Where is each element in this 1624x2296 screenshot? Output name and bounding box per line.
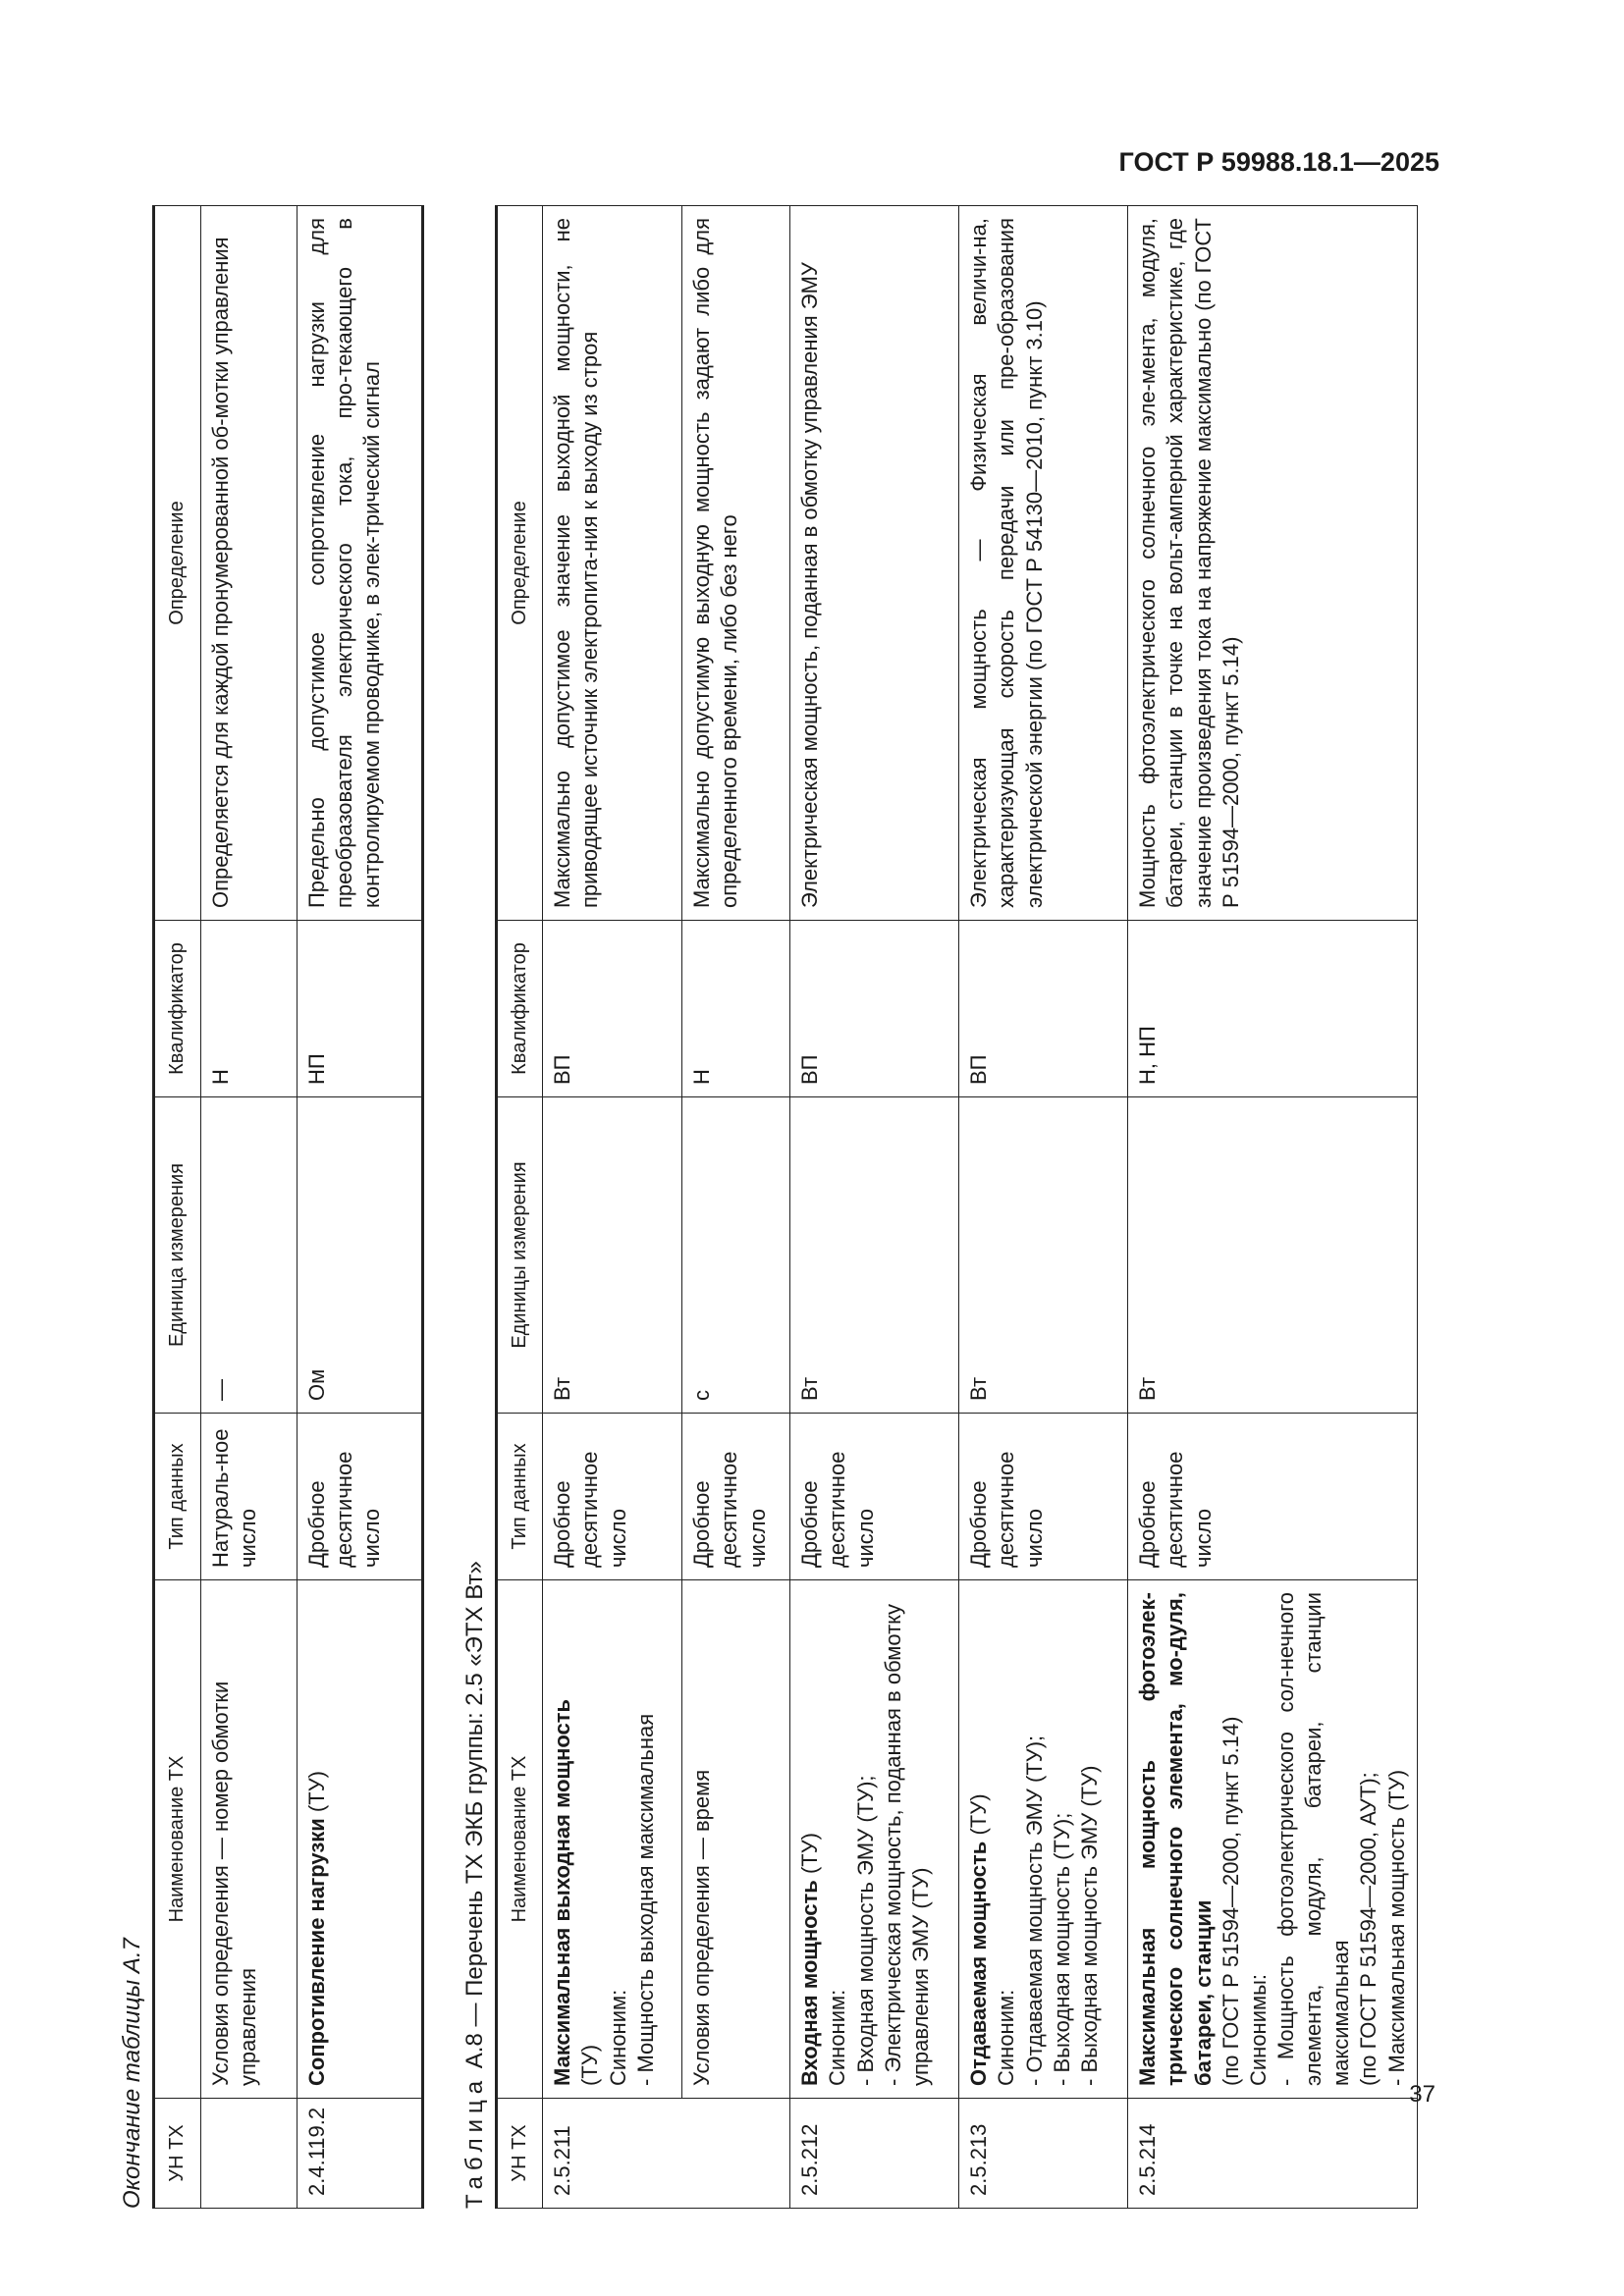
cell-qualifier: ВП <box>543 921 682 1097</box>
cell-type: Дробное десятичное число <box>1128 1414 1418 1580</box>
cell-definition: Электрическая мощность, поданная в обмотку управления ЭМУ <box>790 206 959 921</box>
cell-type: Дробное десятичное число <box>682 1414 790 1580</box>
caption-prefix: Таблица <box>460 2074 488 2209</box>
table-row <box>682 206 790 2209</box>
table-header-row <box>154 206 201 2209</box>
name-bold: Сопротивление нагрузки <box>303 1818 329 2086</box>
name-line: - Максимальная мощность (ТУ) <box>1383 1769 1409 2086</box>
name-line: - Входная мощность ЭМУ (ТУ); <box>852 1775 878 2086</box>
col-header: Наименование ТХ <box>154 1580 201 2099</box>
caption-rest: А.8 — Перечень ТХ ЭКБ группы: 2.5 «ЭТХ Вт» <box>460 1561 488 2075</box>
cell-unit: Ом <box>297 1097 422 1414</box>
table-header-row <box>496 206 543 2209</box>
cell-name <box>1128 1580 1418 2099</box>
table-a7 <box>152 205 424 2209</box>
cell-definition: Максимально допустимую выходную мощность задают либо для определенного времени, либо без него <box>682 206 790 921</box>
name-line: (по ГОСТ Р 51594—2000, АУТ); <box>1356 1772 1381 2086</box>
name-line: Синоним: <box>994 1989 1019 2086</box>
cell-id <box>682 2099 790 2209</box>
page-number: 37 <box>1409 2081 1435 2108</box>
table-a8 <box>495 205 1418 2209</box>
col-header: Квалификатор <box>496 921 543 1097</box>
table-row <box>959 206 1128 2209</box>
cell-unit: с <box>682 1097 790 1414</box>
col-header: УН ТХ <box>496 2099 543 2209</box>
table-row <box>297 206 422 2209</box>
cell-unit: Вт <box>543 1097 682 1414</box>
name-bold: Отдаваемая мощность <box>966 1841 992 2086</box>
name-tail: (ТУ) <box>303 1771 329 1819</box>
cell-id <box>200 2099 297 2209</box>
cell-name <box>790 1580 959 2099</box>
cell-qualifier: ВП <box>959 921 1128 1097</box>
name-line: (по ГОСТ Р 51594—2000, пункт 5.14) <box>1218 1716 1243 2086</box>
name-line: (ТУ) <box>577 2044 603 2086</box>
cell-id: 2.4.119.2 <box>297 2099 422 2209</box>
document-code: ГОСТ Р 59988.18.1—2025 <box>1118 147 1439 177</box>
name-line: Синонимы: <box>1245 1973 1271 2086</box>
col-header: Квалификатор <box>154 921 201 1097</box>
cell-type: Дробное десятичное число <box>959 1414 1128 1580</box>
cell-name <box>959 1580 1128 2099</box>
cell-name: Условия определения — номер обмотки управления <box>200 1580 297 2099</box>
name-line: - Мощность фотоэлектрического сол-нечного элемента, модуля, батареи, станции максимальная <box>1272 1592 1354 2086</box>
cell-type: Дробное десятичное число <box>543 1414 682 1580</box>
cell-unit: Вт <box>790 1097 959 1414</box>
rotated-content <box>113 182 1434 2209</box>
table-a7-caption: Окончание таблицы А.7 <box>119 1938 145 2209</box>
name-line: - Мощность выходная максимальная <box>632 1713 658 2086</box>
cell-id: 2.5.212 <box>790 2099 959 2209</box>
cell-qualifier: Н <box>682 921 790 1097</box>
cell-id: 2.5.211 <box>543 2099 682 2209</box>
cell-name: Условия определения — время <box>682 1580 790 2099</box>
cell-type: Дробное десятичное число <box>297 1414 422 1580</box>
name-tail: (ТУ) <box>966 1793 992 1842</box>
cell-qualifier: НП <box>297 921 422 1097</box>
name-line: - Выходная мощность ЭМУ (ТУ) <box>1076 1765 1102 2086</box>
col-header: Наименование ТХ <box>496 1580 543 2099</box>
cell-qualifier: Н <box>200 921 297 1097</box>
cell-definition: Максимально допустимое значение выходной мощности, не приводящее источник электропита-ния к выходу из строя <box>543 206 682 921</box>
name-tail: (ТУ) <box>797 1832 823 1881</box>
col-header: УН ТХ <box>154 2099 201 2209</box>
table-row <box>543 206 682 2209</box>
cell-definition: Электрическая мощность — Физическая величи-на, характеризующая скорость передачи или пре-образования электрической энергии (по ГОСТ Р 54130—2010, пункт 3.10) <box>959 206 1128 921</box>
table-row <box>1128 206 1418 2209</box>
table-row <box>790 206 959 2209</box>
col-header: Определение <box>154 206 201 921</box>
cell-definition: Предельно допустимое сопротивление нагрузки для преобразователя электрического тока, про-текающего в контролируемом проводнике, в элек-трический сигнал <box>297 206 422 921</box>
cell-qualifier: Н, НП <box>1128 921 1418 1097</box>
name-bold: Максимальная выходная мощность <box>550 1698 575 2086</box>
cell-name <box>543 1580 682 2099</box>
table-row <box>200 206 297 2209</box>
cell-unit: Вт <box>959 1097 1128 1414</box>
name-line: Синоним: <box>825 1989 850 2086</box>
cell-definition: Определяется для каждой пронумерованной об-мотки управления <box>200 206 297 921</box>
table-a8-caption <box>456 182 495 2209</box>
col-header: Единица измерения <box>154 1097 201 1414</box>
cell-id: 2.5.214 <box>1128 2099 1418 2209</box>
cell-definition: Мощность фотоэлектрического солнечного эле-мента, модуля, батареи, станции в точке на вольт-амперной характеристике, где значение произведения тока на напряжение максимально (по ГОСТ Р 51594—2000, пункт 5.14) <box>1128 206 1418 921</box>
cell-unit: Вт <box>1128 1097 1418 1414</box>
cell-unit: — <box>200 1097 297 1414</box>
col-header: Определение <box>496 206 543 921</box>
cell-type: Натураль-ное число <box>200 1414 297 1580</box>
cell-id: 2.5.213 <box>959 2099 1128 2209</box>
name-line: - Электрическая мощность, поданная в обмотку управления ЭМУ (ТУ) <box>880 1603 933 2086</box>
name-line: - Выходная мощность (ТУ); <box>1049 1812 1074 2086</box>
cell-qualifier: ВП <box>790 921 959 1097</box>
name-bold: Входная мощность <box>797 1880 823 2086</box>
cell-name <box>297 1580 422 2099</box>
cell-type: Дробное десятичное число <box>790 1414 959 1580</box>
col-header: Тип данных <box>154 1414 201 1580</box>
col-header: Тип данных <box>496 1414 543 1580</box>
name-line: - Отдаваемая мощность ЭМУ (ТУ); <box>1021 1735 1047 2086</box>
name-bold: Максимальная мощность фотоэлек-трического солнечного элемента, мо-дуля, батареи, станции <box>1135 1592 1216 2086</box>
name-line: Синоним: <box>605 1989 630 2086</box>
col-header: Единицы измерения <box>496 1097 543 1414</box>
